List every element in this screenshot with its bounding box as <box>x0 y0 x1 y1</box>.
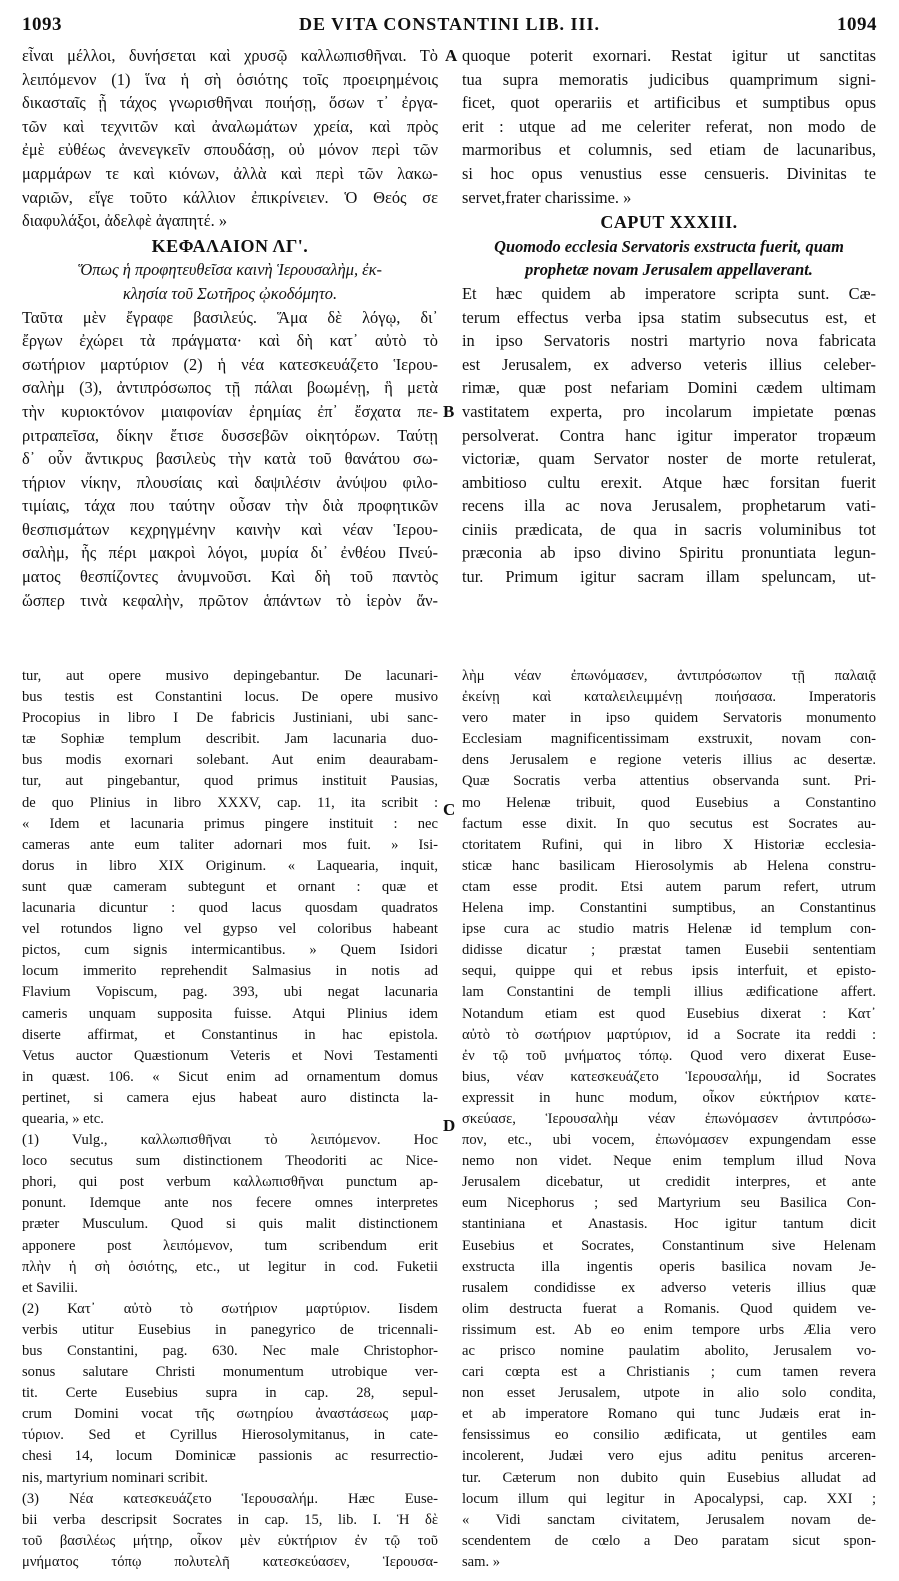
footnote-line: Eusebius et Socrates, Constantinum sive Helenam <box>462 1237 876 1254</box>
greek-chapter-subtitle: κλησία τοῦ Σωτῆρος ᾠκοδόμητο. <box>122 283 338 303</box>
latin-chapter-subtitle: prophetæ novam Jerusalem appellaverant. <box>525 260 813 280</box>
footnote-line: Vetus auctor Quæstionum Veteris et Novi Testamenti <box>22 1047 438 1064</box>
footnote-line: nis, martyrium nominari scribit. <box>22 1469 209 1486</box>
margin-marker-d: D <box>443 1116 456 1135</box>
greek-text-line: ριτραπεῖσα, δίκην ἔτισε δυσσεβῶν οἰκητόρων. Ταύτῃ <box>22 425 438 445</box>
footnote-line: τοῦ βασιλέως μήτηρ, οἶκον μὲν εὐκτήριον ἐν τῷ τοῦ <box>22 1532 438 1549</box>
greek-text-line: ἔργων ἐχώρει τὰ πράγματα· καὶ δὴ κατ᾿ αὐτὸ τὸ <box>22 331 438 351</box>
footnote-line: diserte affirmat, et Constantinus in hac epistola. <box>22 1026 438 1043</box>
footnote-line: Ecclesiam magnificentissimam exstruxit, novam con- <box>462 731 876 748</box>
footnote-line: (1) Vulg., καλλωπισθῆναι τὸ λειπόμενον. Hoc <box>22 1132 438 1149</box>
footnote-line: exstructa illa ingentis operis basilica novam Je- <box>462 1258 876 1275</box>
footnote-line: cari cœpta est a Christianis ; cum tamen revera <box>462 1364 876 1381</box>
footnote-line: sequi, quippe qui et rebus ipsis interfuit, et episto- <box>462 963 876 980</box>
footnote-line: πλὴν ἡ σὴ ὁσιότης, etc., ut legitur in cod. Fuketii <box>22 1258 438 1275</box>
footnote-line: αὐτὸ τὸ σωτήριον μαρτύριον, id a Socrate ita reddi : <box>462 1026 876 1043</box>
greek-text-line: σαλὴμ, ἧς πέρι μακροὶ λόγοι, μυρία δι᾿ ἐνθέου Πνεύ- <box>22 543 438 563</box>
footnote-line: apponere post λειπόμενον, tum scribendum erit <box>22 1237 438 1254</box>
footnote-line: vero mater in ipso quidem Servatoris monumento <box>462 710 876 727</box>
footnote-line: bii verba descripsit Socrates in cap. 15, lib. I. Ἡ δὲ <box>22 1511 438 1528</box>
footnote-line: rusalem condidisse ex adverso veteris illius quæ <box>462 1279 876 1296</box>
latin-text-line: tua supra memoratis judicibus quamprimum signi- <box>462 69 876 89</box>
latin-text-line: præconia ab ipso divino Spiritu pronuntiata legun- <box>462 543 876 563</box>
footnote-line: pictos, cum signis intermicantibus. » Quem Isidori <box>22 942 438 959</box>
footnote-line: sonus salutare Christi monumentum utrobique ver- <box>22 1364 438 1381</box>
footnote-line: « Vidi sanctam civitatem, Jerusalem novam de- <box>462 1511 876 1528</box>
footnote-line: bus testis est Constantini locus. De opere musivo <box>22 689 438 706</box>
greek-text-line: μαρμάρων τε καὶ κιόνων, ἀλλὰ καὶ περὶ τῶν λακω- <box>22 163 438 183</box>
right-page-number: 1094 <box>837 14 877 35</box>
footnote-line: ctoritatem Rufini, qui in libro X Historiæ ecclesia- <box>462 836 876 853</box>
footnote-line: πον, etc., ubi vocem, ἐπωνόμασεν expungendam esse <box>462 1132 876 1149</box>
footnote-line: locum illum qui legitur in Apocalypsi, cap. XXI ; <box>462 1490 876 1507</box>
latin-text-line: rimæ, quæ post nefariam Domini cædem ultimam <box>462 378 876 398</box>
greek-column <box>22 44 438 612</box>
footnote-line: præter Musculum. Quod si quis malit distinctionem <box>22 1216 438 1233</box>
footnote-line: locum immerito reprehendit Salmasius in notis ad <box>22 963 438 980</box>
footnote-line: tæ Sophiæ templum describit. Jam lacunaria duo- <box>22 731 438 748</box>
footnote-line: ctam esse prodit. Etsi autem parum refert, utrum <box>462 878 876 895</box>
footnote-line: incolerent, Judæi vero ejus aditu penitus arceren- <box>462 1448 876 1465</box>
greek-text-line: δικασταῖς ᾖ τάχος γνωρισθῆναι ποιήσῃ, ὅσων τ᾿ ἐργα- <box>22 93 438 113</box>
footnote-line: tur. Cæterum non dubito quin Eusebius alludat ad <box>462 1469 876 1486</box>
margin-marker-c: C <box>443 800 456 819</box>
footnote-line: bus modis exornari solebant. Aut enim deaurabam- <box>22 752 438 769</box>
latin-chapter-subtitle: Quomodo ecclesia Servatoris exstructa fuerit, quam <box>494 236 844 256</box>
footnote-line: μνήματος τόπῳ πολυτελῆ κατεσκεύασεν, Ἱερουσα- <box>22 1553 438 1570</box>
greek-text-line: ὥσπερ τινὰ κεφαλὴν, πρῶτον ἁπάντων τὸ ἱερὸν ἄν- <box>22 590 438 610</box>
latin-text-line: in ipso Servatoris nostri martyrio nova fabricata <box>462 331 876 351</box>
footnote-line: dorus in libro XIX Originum. « Laquearia, inquit, <box>22 857 438 874</box>
footnote-line: vel rotundos ligno vel gypso vel coloribus habeant <box>22 921 438 938</box>
footnote-line: σκεύασε, Ἱερουσαλὴμ νέαν ἐπωνόμασεν ἀντιπρόσω- <box>462 1110 876 1127</box>
latin-text-line: ficet, quot operariis et artificibus et sumptibus opus <box>462 93 876 113</box>
greek-text-line: ναριῶν, εἴγε τοῦτο κάλλιον ἐπικρίνειεν. Ὁ Θεός σε <box>22 187 438 207</box>
latin-chapter-heading: CAPUT XXXIII. <box>600 212 738 233</box>
footnote-line: mo Helenæ tribuit, quod Eusebius a Constantino <box>462 794 876 811</box>
footnote-line: factum esse dixit. In quo secutus est Socrates au- <box>462 815 876 832</box>
footnote-line: quearia, » etc. <box>22 1110 104 1127</box>
footnote-line: rissimum est. Ab eo enim tempore urbs Ælia vero <box>462 1321 876 1338</box>
margin-marker-b: B <box>443 402 455 421</box>
latin-text-line: persolverat. Contra hanc igitur imperator tropæum <box>462 425 876 445</box>
latin-text-line: est Jerusalem, ex adverso veteris illius celeber- <box>462 354 876 374</box>
latin-text-line: marmoribus et columnis, sed etiam de lacunaribus, <box>462 140 876 160</box>
greek-chapter-heading: ΚΕΦΑΛΑΙΟΝ ΛΓ'. <box>151 235 309 256</box>
footnote-line: sunt quæ cameram subtegunt et ornant : quæ et <box>22 878 438 895</box>
greek-text-line: τήριον νίκην, πλουσίαις καὶ δαψιλέσιν ἀνύψου φιλο- <box>22 472 438 492</box>
footnote-line: sticæ hanc basilicam Hierosolymis ab Helena constru- <box>462 857 876 874</box>
footnote-line: chesi 14, locum Dominicæ passionis ac resurrectio- <box>22 1448 438 1465</box>
latin-text-line: terum effectus verba ipsa statim subsecutus est, et <box>462 307 876 327</box>
latin-text-line: erit : utque ad me celeriter referat, non modo de <box>462 116 876 136</box>
footnote-line: ἐκείνῃ καὶ καταλειλειμμένῃ ποιήσασα. Imperatoris <box>462 689 876 706</box>
greek-text-line: εἶναι μέλλοι, δυνήσεται καὶ χρυσῷ καλλωπισθῆναι. Τὸ <box>22 46 438 65</box>
footnote-line: tur, aut pingebantur, quod primus instituit Pausias, <box>22 773 438 790</box>
footnote-line: tur, aut opere musivo depingebantur. De lacunari- <box>22 668 438 684</box>
footnote-line: (3) Νέα κατεσκευάζετο Ἱερουσαλήμ. Hæc Euse- <box>22 1490 438 1507</box>
footnote-line: phori, qui post verbum καλλωπισθῆναι punctum ap- <box>22 1174 438 1191</box>
latin-text-line: ambitioso cultu erexit. Atque hæc forsitan fuerit <box>462 472 876 492</box>
footnote-line: cameras ante eum taliter adornari mos fuit. » Isi- <box>22 836 438 853</box>
footnote-line: Flavium Vopiscum, pag. 393, ubi negat lacunaria <box>22 984 438 1001</box>
greek-text-line: σωτήριον μαρτύριον (2) ἡ νέα κατεσκευάζετο Ἱερου- <box>22 354 438 374</box>
footnote-line: et ab imperatore Romano qui tunc Judæis erat in- <box>462 1406 876 1423</box>
footnote-line: Notandum etiam est quod Eusebius dixerat : Κατ᾿ <box>462 1005 876 1022</box>
footnote-line: crum Domini vocat τῆς σωτηρίου ἀναστάσεως μαρ- <box>22 1406 438 1423</box>
footnote-line: stantiniana et Anastasis. Hoc igitur tantum dicit <box>462 1216 876 1233</box>
footnote-line: loco secutus sum distinctionem Theodoriti ac Nice- <box>22 1153 438 1170</box>
footnote-line: tit. Certe Eusebius supra in cap. 28, sepul- <box>22 1385 438 1402</box>
footnote-line: dens Jerusalem e regione veteris illius ac desertæ. <box>462 752 876 769</box>
running-title: DE VITA CONSTANTINI LIB. III. <box>298 14 601 34</box>
footnote-line: ipse cura ac studio matris Helenæ id templum con- <box>462 921 876 938</box>
footnote-line: ἐν τῷ τοῦ μνήματος τόπῳ. Quod vero dixerat Euse- <box>462 1047 876 1064</box>
footnote-line: didisse dicatur ; præstat tamen Eusebii sententiam <box>462 942 876 959</box>
footnote-line: bus Constantini, pag. 630. Nec male Christophor- <box>22 1343 438 1359</box>
footnote-line: « Idem et lacunaria primus pingere instituit : nec <box>22 815 438 832</box>
footnote-line: verbis utitur Eusebius in panegyrico de tricennali- <box>22 1321 438 1338</box>
footnote-line: pertinet, si camera ejus habeat auro distincta la- <box>22 1089 438 1106</box>
left-page-number: 1093 <box>22 14 62 35</box>
footnote-line: lam Constantini de templi illius ædificatione affert. <box>462 984 876 1001</box>
greek-text-line: ἐμὲ εὐθέως ἀνενεγκεῖν σπουδάσῃ, οὐ μόνον περὶ τῶν <box>22 140 438 160</box>
greek-text-line: θεσπισμάτων κεχρηγμένην καινὴν καὶ νέαν Ἱερου- <box>22 519 438 539</box>
footnote-line: scendentem de cœlo a Deo paratam sicut spon- <box>462 1532 876 1549</box>
footnote-line: et Savilii. <box>22 1279 78 1296</box>
latin-text-line: Et hæc quidem ab imperatore scripta sunt. Cæ- <box>462 283 876 303</box>
footnote-line: in quæst. 106. « Sicut enim ad ornamentum domus <box>22 1068 438 1085</box>
footnote-line: Quæ Socratis verba attentius observanda sunt. Pri- <box>462 773 876 790</box>
footnote-line: eum Nicephorus ; sed Martyrium seu Basilica Con- <box>462 1195 876 1212</box>
greek-text-line: Ταῦτα μὲν ἔγραφε βασιλεύς. Ἅμα δὲ λόγῳ, δι᾿ <box>22 307 438 327</box>
running-header <box>22 14 877 42</box>
latin-text-line: tur. Primum igitur sacram illam speluncam, ut- <box>462 567 876 587</box>
latin-text-line: quoque poterit exornari. Restat igitur ut sanctitas <box>462 46 876 65</box>
greek-text-line: λειπόμενον (1) ἵνα ἡ σὴ ὁσιότης τοῖς προειρημένοις <box>22 69 438 89</box>
footnote-line: λὴμ νέαν ἐπωνόμασεν, ἀντιπρόσωπον τῇ παλαιᾷ <box>462 668 876 684</box>
footnote-line: sam. » <box>462 1553 501 1570</box>
footnote-line: Helena imp. Constantini sumptibus, an Constantinus <box>462 900 876 917</box>
greek-chapter-subtitle: Ὅπως ἡ προφητευθεῖσα καινὴ Ἱερουσαλὴμ, ἐκ- <box>78 260 382 280</box>
notes-right-column <box>462 666 876 1573</box>
footnote-line: de quo Plinius in libro XXXV, cap. 11, ita scribit : <box>22 794 438 811</box>
latin-text-line: victoriæ, quam Servator noster de morte retulerat, <box>462 449 876 469</box>
greek-text-line: δ᾿ οὖν ἄντικρυς βασιλεὺς τὴν κατὰ τοῦ θανάτου σω- <box>22 449 438 469</box>
footnote-line: τύριον. Sed et Cyrillus Hierosolymitanus, in cate- <box>22 1427 438 1444</box>
footnote-line: olim destructa fuerat a Romanis. Quod quidem ve- <box>462 1300 876 1317</box>
footnote-line: Procopius in libro I De fabricis Justiniani, ubi sanc- <box>22 710 438 727</box>
footnote-line: lacunaria dicuntur : quod lacus quosdam quadratos <box>22 900 438 917</box>
latin-text-line: ciniis prædicata, de qua in sacris voluminibus tot <box>462 519 876 539</box>
latin-text-line: si hoc opus venustius esse censueris. Divinitas te <box>462 163 876 183</box>
footnote-line: (2) Κατ᾿ αὐτὸ τὸ σωτήριον μαρτύριον. Iisdem <box>22 1300 438 1317</box>
footnote-line: non esset Jerusalem, utpote in alio solo condita, <box>462 1385 876 1402</box>
latin-text-line: servet,frater charissime. » <box>462 187 632 207</box>
greek-text-line: σαλὴμ (3), ἀντιπρόσωπος τῇ πάλαι βοωμένῃ, ἣ μετὰ <box>22 378 438 398</box>
footnote-line: expressit in hunc modum, οἶκον εὐκτήριον κατε- <box>462 1089 876 1106</box>
greek-text-line: τιμίαις, τάχα που ταύτην οὖσαν τὴν διὰ προφητικῶν <box>22 496 438 516</box>
notes-left-column <box>22 666 438 1573</box>
latin-text-line: vastitatem experta, pro incolarum impietate pœnas <box>462 401 876 421</box>
greek-text-line: τὴν κυριοκτόνον μιαιφονίαν ἐρημίας ἐπ᾿ ἔσχατα πε- <box>22 401 438 421</box>
footnote-line: cameris unquam supposita fuisse. Atqui Plinius idem <box>22 1005 438 1022</box>
margin-marker-a: A <box>445 46 458 65</box>
footnote-line: bius, νέαν κατεσκευάζετο Ἱερουσαλήμ, id Socrates <box>462 1068 876 1085</box>
greek-text-line: διαφυλάξοι, ἀδελφὲ ἀγαπητέ. » <box>22 211 228 231</box>
latin-column <box>462 44 876 589</box>
latin-text-line: recens illa ac nova Jerusalem, prophetarum vati- <box>462 496 876 516</box>
greek-text-line: τῶν καὶ τεχνιτῶν καὶ ἀναλωμάτων χρεία, καὶ πρὸς <box>22 116 438 136</box>
greek-text-line: ματος θεσπίζοντες ἀνυμνοῦσι. Καὶ δὴ τοῦ παντὸς <box>22 567 438 587</box>
footnote-line: fensissimus eo consilio ædificata, ut gentiles eam <box>462 1427 876 1444</box>
footnote-line: ac prisco nomine paulatim abolito, Jerusalem vo- <box>462 1343 876 1359</box>
footnote-line: Jerusalem dicebatur, ut credidit interpres, et ante <box>462 1174 876 1191</box>
footnote-line: ponunt. Idemque ante nos fecere omnes interpretes <box>22 1195 438 1212</box>
footnote-line: nemo non videt. Neque enim templum illud Nova <box>462 1153 876 1170</box>
